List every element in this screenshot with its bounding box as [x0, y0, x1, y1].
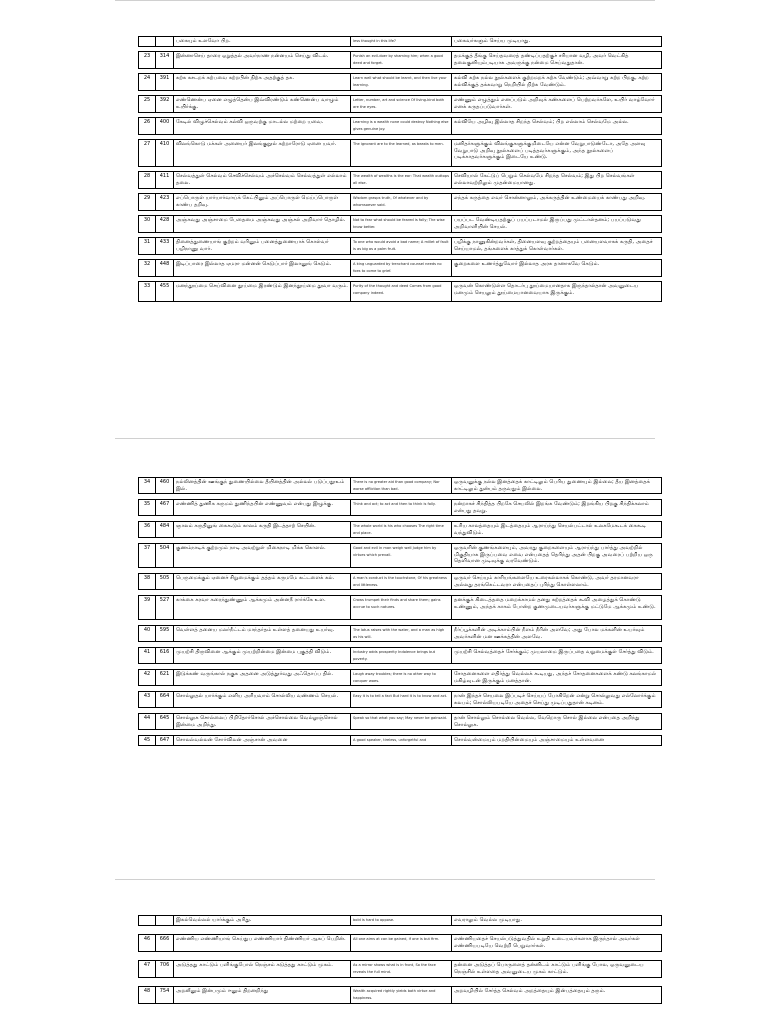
tamil-explanation: மனிதர்களுக்கும் விலங்குகளுக்குமிடையே என்ன வேறுபாடுண்டோ, அதே அளவு வேறுபாடு அறிவு நூல்களைப் படித்தவர்களுக்கும், அந்த நூல்களைப் படிக்காதவர்களுக்கும் இடையே உண்டு. [452, 140, 662, 167]
row-number: 30 [139, 216, 156, 233]
row-number [139, 916, 156, 926]
english-translation: Laugh away troubles; there is no other way to conquer woes. [351, 670, 452, 686]
tamil-couplet: எண்ணிய எண்ணியாங் கெய்துப எண்ணியார் திண்ணியர் ஆகப் பெறின். [174, 935, 351, 952]
row-number: 23 [139, 52, 156, 69]
row-spacer [139, 952, 662, 961]
kural-number: 595 [156, 626, 174, 642]
kural-number: 423 [156, 194, 174, 211]
english-translation: The ignorant are to the learned, as beasts to men. [351, 140, 452, 167]
english-translation: The lotus raises with the water, and a man as high as his will. [351, 626, 452, 642]
english-translation: less thought in this life? [351, 37, 452, 47]
kural-number: 400 [156, 118, 174, 135]
kural-number: 666 [156, 935, 174, 952]
tamil-explanation: கல்வியே அழிவு இல்லாத சிறந்த செல்வம்; பிற எல்லாம் செல்வமே அல்ல. [452, 118, 662, 135]
tamil-couplet: இன்னாசெய் தாரை ஒறுத்தல் அவர்நாண நன்னயம் செய்து விடல். [174, 52, 351, 69]
tamil-couplet: சொல்லுதல் யார்க்கும் எளிய அரியவாம் சொல்லிய வண்ணம் செயல். [174, 692, 351, 708]
table-row [139, 987, 662, 1004]
tamil-explanation: தமக்குத் தீங்கு செய்தவரைத் தண்டிப்பதற்குச் சரியான வழி, அவர் வெட்கித் தலைகுனியும்படியாக அவருக்கு நன்மை செய்வதுதான். [452, 52, 662, 69]
kural-number [156, 916, 174, 926]
tamil-explanation: கல்வி கற்க நல்ல நூல்களைக் குற்றமறக் கற்க வேண்டும்; அவ்வாறு கற்ற பிறகு, கற்ற கல்விக்குத் தக்கவாறு நெறியில் நிற்க வேண்டும். [452, 74, 662, 91]
tamil-explanation: பழிக்கு நாணுகின்றவர்கள், தினையளவு குற்றத்தையும் பனையளவாகக் கருதி, அதைச் செய்யாமல், தங்களைக் காத்துக் கொள்வார்கள். [452, 238, 662, 255]
kural-number: 504 [156, 544, 174, 568]
tamil-explanation: தனக்குக் கிடைத்ததை மறைக்காமல் தனது சுற்றத்தைக் கூவி அழைத்துக் கொண்டு உண்ணும், அந்தக் காகம் போன்ற குணமுடையவர்களுக்கு மட்டுமே ஆக்கமும் உண்டு. [452, 596, 662, 620]
english-translation: There is no greater aid than good company; Nor worse affliction than bad. [351, 478, 452, 494]
tamil-couplet: எப்பொருள் யார்யார்வாய்க் கேட்பினும் அப்பொருள் மெய்ப்பொருள் காண்ப தறிவு. [174, 194, 351, 211]
row-number: 29 [139, 194, 156, 211]
kural-number: 505 [156, 574, 174, 590]
tamil-couplet: சொலல்வல்லன் சோர்விலன் அஞ்சான் அவனை [174, 736, 351, 746]
tamil-couplet: விலங்கொடு மக்கள் அனையர் இலங்குநூல் கற்றாரோடு ஏனை யவர். [174, 140, 351, 167]
row-number: 27 [139, 140, 156, 167]
row-number: 40 [139, 626, 156, 642]
tamil-explanation: முயற்சி செல்வத்தைச் சேர்க்கும்; முயலாமை இருப்பதை வறுமைக்குள் சேர்த்து விடும். [452, 648, 662, 664]
english-translation: All one aims at can be gained, if one is but firm. [351, 935, 452, 952]
table-row [139, 194, 662, 211]
tamil-explanation: சொல்வன்மையும் மறதியின்மையும் அஞ்சாமையும் உள்ளவனை [452, 736, 662, 746]
row-number: 31 [139, 238, 156, 255]
page-separator [115, 879, 655, 880]
table-row [139, 714, 662, 730]
english-translation: Crows trumpet their finds and share them; gains accrue to such natures. [351, 596, 452, 620]
english-translation: Think and act; to act and then to think is folly. [351, 500, 452, 516]
row-number: 37 [139, 544, 156, 568]
kural-number: 664 [156, 692, 174, 708]
kural-number: 460 [156, 478, 174, 494]
kural-number: 314 [156, 52, 174, 69]
kural-number: 410 [156, 140, 174, 167]
kural-number: 754 [156, 987, 174, 1004]
tamil-explanation: ஒருவரின் குணங்களையும், அவரது குறைகளையும் ஆராய்ந்து பார்த்து அவற்றில் மிகுதியாக இருப்பவை எவை என்பதைத் தெரிந்து அதன் பிறகு அவரைப் பற்றிய ஒரு தெளிவான முடிவுக்கு வரவேண்டும். [452, 544, 662, 568]
kural-number [156, 37, 174, 47]
row-spacer-cell [139, 978, 662, 987]
table-row [139, 282, 662, 302]
tamil-explanation: சோதனைகளை எதிர்த்து வெல்லக் கூடியது, அந்தச் சோதனைகளைக் கண்டு கலங்காமல் மகிழ்வுடன் இருக்கும் மனத்தான். [452, 670, 662, 686]
table-row [139, 916, 662, 926]
table-row [139, 736, 662, 746]
tamil-couplet: அறனீனும் இன்பமும் ஈனும் திறனறிந்து [174, 987, 351, 1004]
row-number: 44 [139, 714, 156, 730]
kural-number: 428 [156, 216, 174, 233]
table-row [139, 74, 662, 91]
row-number: 43 [139, 692, 156, 708]
english-translation: A good speaker, tireless, unforgetful and [351, 736, 452, 746]
row-spacer [139, 926, 662, 935]
table-row [139, 140, 662, 167]
row-number: 42 [139, 670, 156, 686]
table-row [139, 238, 662, 255]
tamil-couplet: எண்ணித் துணிக கருமம் துணிந்தபின் எண்ணுவம் என்பது இழுக்கு. [174, 500, 351, 516]
row-number [139, 37, 156, 47]
row-number: 38 [139, 574, 156, 590]
table-row [139, 260, 662, 277]
tamil-explanation: நீர்ப்பூக்களின் அடிக்காம்பின் நீளம் நீரின் அளவே; அது போல மக்களின் உயர்வும் அவர்களின் மன ஊக்கத்தின் அளவே. [452, 626, 662, 642]
english-translation: As a mirror shows what is in front, So the face reveals the full mind. [351, 961, 452, 978]
tamil-explanation: எந்தக் கருத்தை எவர் சொன்னாலும், அக்கருத்தின் உண்மையைக் காண்பது அறிவு. [452, 194, 662, 211]
kural-number: 392 [156, 96, 174, 113]
kural-number: 647 [156, 736, 174, 746]
kural-number: 616 [156, 648, 174, 664]
table-row [139, 52, 662, 69]
tamil-explanation: தன்னை அடுத்தப் பொருளைத் தன்னிடம் காட்டும் பளிங்கு போல, ஒருவனுடைய நெஞ்சில் உள்ளதை அவனுடைய முகம் காட்டும். [452, 961, 662, 978]
tamil-explanation: குறைகளை உணர்த்துவோர் இல்லாத அரசு தானாகவே கெடும். [452, 260, 662, 277]
row-number: 34 [139, 478, 156, 494]
kural-number: 484 [156, 522, 174, 538]
tamil-explanation: ஒருவன் கொண்டுள்ள தொடர்பு தூய்மையானதாக இருந்தால்தான் அவனுடைய மனமும் செயலும் தூய்மையானவையாக இருக்கும். [452, 282, 662, 302]
row-number: 36 [139, 522, 156, 538]
row-number: 24 [139, 74, 156, 91]
tamil-explanation: உரிய காலத்தையும் இடத்தையும் ஆராய்ந்து செயல்பட்டால் உலகமேகூடக் கைகூடி வந்துவிடும். [452, 522, 662, 538]
tamil-couplet: கற்க கசடறக் கற்பவை கற்றபின் நிற்க அதற்குத் தக. [174, 74, 351, 91]
row-number: 48 [139, 987, 156, 1004]
row-number: 28 [139, 172, 156, 189]
table-row [139, 172, 662, 189]
english-translation: To one who would avoid a bad name; A millet of fault is as big as a palm fruit. [351, 238, 452, 255]
table-row [139, 522, 662, 538]
tamil-couplet: பகையும் உளவோ பிற. [174, 37, 351, 47]
tamil-couplet: தினைத்துணையாங் குற்றம் வரினும் பனைத்துணையாக் கொள்வர் பழிநாணு வார். [174, 238, 351, 255]
kural-table-page-3 [138, 915, 662, 1004]
table-row [139, 670, 662, 686]
table-row [139, 961, 662, 978]
english-translation: The wealth of wealths is the ear: That wealth outtops all else. [351, 172, 452, 189]
tamil-couplet: நல்லினத்தின் ஊங்குந் துணையில்லை தீயினத்தின் அல்லல் படுப்பதூஉம் இல். [174, 478, 351, 494]
kural-number: 645 [156, 714, 174, 730]
table-row [139, 500, 662, 516]
table-row [139, 544, 662, 568]
tamil-couplet: இகல்வெல்லல் யார்க்கும் அரிது. [174, 916, 351, 926]
english-translation: Speak so that what you say; May never be gainsaid. [351, 714, 452, 730]
page-separator [115, 438, 655, 439]
kural-number: 391 [156, 74, 174, 91]
tamil-explanation: நான் இந்தச் செயலை இப்படிச் செய்யப் போகிறேன் என்று சொல்லுவது எல்லோர்க்கும் சுலபம்; சொல்லியபடியே அதைச் செய்து முடிப்பதுதான் கடினம். [452, 692, 662, 708]
row-spacer [139, 978, 662, 987]
tamil-couplet: கேடில் விழுச்செல்வம் கல்வி ஒருவற்கு மாடல்ல மற்றை யவை. [174, 118, 351, 135]
tamil-couplet: செல்வத்துள் செல்வம் செவிச்செல்வம் அச்செல்வம் செல்வத்துள் எல்லாம் தலை. [174, 172, 351, 189]
tamil-explanation: நன்றாகச் சிந்தித்த பிறகே செயலில் இறங்க வேண்டும்; இறங்கிய பிறகு சிந்திக்கலாம் என்பது தவறு. [452, 500, 662, 516]
english-translation: A man's conduct is the touchstone, Of his greatness and littleness. [351, 574, 452, 590]
tamil-explanation: செவியால் கேட்டுப் பெறும் செல்வமே சிறந்த செல்வம்; இது பிற செல்வங்கள் எல்லாவற்றிலும் முதன்மையானது. [452, 172, 662, 189]
row-number: 35 [139, 500, 156, 516]
table-row [139, 478, 662, 494]
kural-number: 448 [156, 260, 174, 277]
table-row [139, 596, 662, 620]
english-translation: Letter, number, art and science Of living-kind both are the eyes. [351, 96, 452, 113]
row-number: 26 [139, 118, 156, 135]
english-translation: Purity of the thought and deed Comes from good company indeed. [351, 282, 452, 302]
english-translation: Good and evil in man weigh well Judge him by virtues which prevail. [351, 544, 452, 568]
tamil-couplet: மனந்தூய்மை செய்வினை தூய்மை இரண்டும் இனந்தூய்மை தூவா வரும். [174, 282, 351, 302]
english-translation: Easy it is to tell a fact But hard it is to know and act. [351, 692, 452, 708]
tamil-couplet: அஞ்சுவது அஞ்சாமை பேதைமை அஞ்சுவது அஞ்சல் அறிவார் தொழில். [174, 216, 351, 233]
kural-table-page-2 [138, 477, 662, 746]
row-number: 25 [139, 96, 156, 113]
kural-number: 621 [156, 670, 174, 686]
english-translation: bold is hard to oppose. [351, 916, 452, 926]
page-separator [115, 0, 655, 1]
row-number: 41 [139, 648, 156, 664]
english-translation: Learn well what should be learnt, and then live your learning. [351, 74, 452, 91]
tamil-explanation: ஒருவனுக்கு நல்ல இனத்தைக் காட்டிலும் பெரிய துணையும் இல்லை; தீய இனத்தைக் காட்டிலும் துன்பம் தருவதும் இல்லை. [452, 478, 662, 494]
table-row [139, 216, 662, 233]
kural-number: 467 [156, 500, 174, 516]
tamil-explanation: தான் சொல்லும் சொல்லை வெல்ல, வேறொரு சொல் இல்லை என்பதை அறிந்து சொல்லுக. [452, 714, 662, 730]
english-translation: Learning is a wealth none could destroy Nothing else gives genuine joy. [351, 118, 452, 135]
english-translation: Wealth acquired rightly yields both virtue and happiness. [351, 987, 452, 1004]
table-row [139, 574, 662, 590]
row-number: 46 [139, 935, 156, 952]
english-translation: A king unguarded by trenchant counsel needs no foes to come to grief. [351, 260, 452, 277]
tamil-explanation: எவராலும் வெல்ல முடியாது. [452, 916, 662, 926]
row-number: 39 [139, 596, 156, 620]
kural-number: 455 [156, 282, 174, 302]
table-row [139, 118, 662, 135]
tamil-explanation: எண்ணியதைச் செயல்படுத்துவதில் உறுதி உடையவர்களாக இருந்தால் அவர்கள் எண்ணியபடியே வெற்றி பெறுவார்கள். [452, 935, 662, 952]
table-row [139, 96, 662, 113]
tamil-couplet: இடிப்பாரை இல்லாத ஏமரா மன்னன் கெடுப்பார் இலானுங் கெடும். [174, 260, 351, 277]
tamil-couplet: சொல்லுக சொல்லைப் பிறிதோர்சொல் அச்சொல்லை வெல்லுஞ்சொல் இன்மை அறிந்து. [174, 714, 351, 730]
tamil-couplet: காக்கை கரவா கரைந்துண்ணும் ஆக்கமும் அன்னநீ ரார்க்கே உள. [174, 596, 351, 620]
row-number: 32 [139, 260, 156, 277]
tamil-couplet: குணம்நாடிக் குற்றமும் நாடி அவற்றுள் மிகைநாடி மிக்க கொளல். [174, 544, 351, 568]
tamil-explanation: எண்ணும் எழுத்தும் எனப்படும் அறிவுக் கண்களைப் பெற்றவர்களே, உயிர் வாழ்வோர் எனக் கருதப்படுவார்கள். [452, 96, 662, 113]
kural-number: 411 [156, 172, 174, 189]
row-spacer-cell [139, 926, 662, 935]
tamil-explanation: அறவழியில் சேர்த்த செல்வம் அறத்தையும் இன்பத்தையும் தரும். [452, 987, 662, 1004]
table-row [139, 935, 662, 952]
row-number: 47 [139, 961, 156, 978]
english-translation: Wisdom grasps truth, Of whatever and by whomsoever said. [351, 194, 452, 211]
tamil-couplet: இடுக்கண் வருங்கால் நகுக அதனை அடுத்தூர்வது அஃதொப்ப தில். [174, 670, 351, 686]
table-row [139, 37, 662, 47]
english-translation: The whole world is his who chooses The right time and place. [351, 522, 452, 538]
table-row [139, 626, 662, 642]
tamil-explanation: பயப்பட வேண்டியதற்குப் பயப்படாமல் இருப்பது முட்டாள்தனம்; பயப்படுவது அறிவாளியின் செயல். [452, 216, 662, 233]
kural-number: 433 [156, 238, 174, 255]
row-number: 45 [139, 736, 156, 746]
table-row [139, 648, 662, 664]
row-number: 33 [139, 282, 156, 302]
english-translation: Punish an evil-doer by shaming him; when a good deed and forget. [351, 52, 452, 69]
tamil-couplet: எண்ணென்ப ஏனை எழுத்தென்ப இவ்விரண்டும் கண்ணென்ப வாழும் உயிர்க்கு. [174, 96, 351, 113]
tamil-couplet: பெருமைக்கும் ஏனைச் சிறுமைக்கும் தத்தம் கருமமே கட்டளைக் கல். [174, 574, 351, 590]
kural-number: 527 [156, 596, 174, 620]
table-row [139, 692, 662, 708]
english-translation: Industry adds prosperity Indolence brings but poverty. [351, 648, 452, 664]
english-translation: Not to fear what should be feared is folly; The wise know better. [351, 216, 452, 233]
tamil-explanation: ஒருவர் செய்யும் காரியங்களையே உரைகல்லாகக் கொண்டு, அவர் தரமானவரா அல்லது தரங்கெட்டவரா என்பதைப் புரிந்து கொள்ளலாம். [452, 574, 662, 590]
tamil-couplet: ஞாலம் கருதினுங் கைகூடும் காலம் கருதி இடத்தாற் செயின். [174, 522, 351, 538]
kural-number: 706 [156, 961, 174, 978]
tamil-couplet: அடுத்தது காட்டும் பளிங்குபோல் நெஞ்சம் கடுத்தது காட்டும் முகம். [174, 961, 351, 978]
tamil-couplet: முயற்சி திருவினை ஆக்கும் முயற்றின்மை இன்மை புகுத்தி விடும். [174, 648, 351, 664]
kural-table-page-1 [138, 36, 662, 302]
row-spacer-cell [139, 952, 662, 961]
tamil-explanation: பகைவர்களும் செய்ய முடியாது. [452, 37, 662, 47]
tamil-couplet: வெள்ளத் தனைய மலர்நீட்டம் மாந்தர்தம் உள்ளத் தனையது உயர்வு. [174, 626, 351, 642]
